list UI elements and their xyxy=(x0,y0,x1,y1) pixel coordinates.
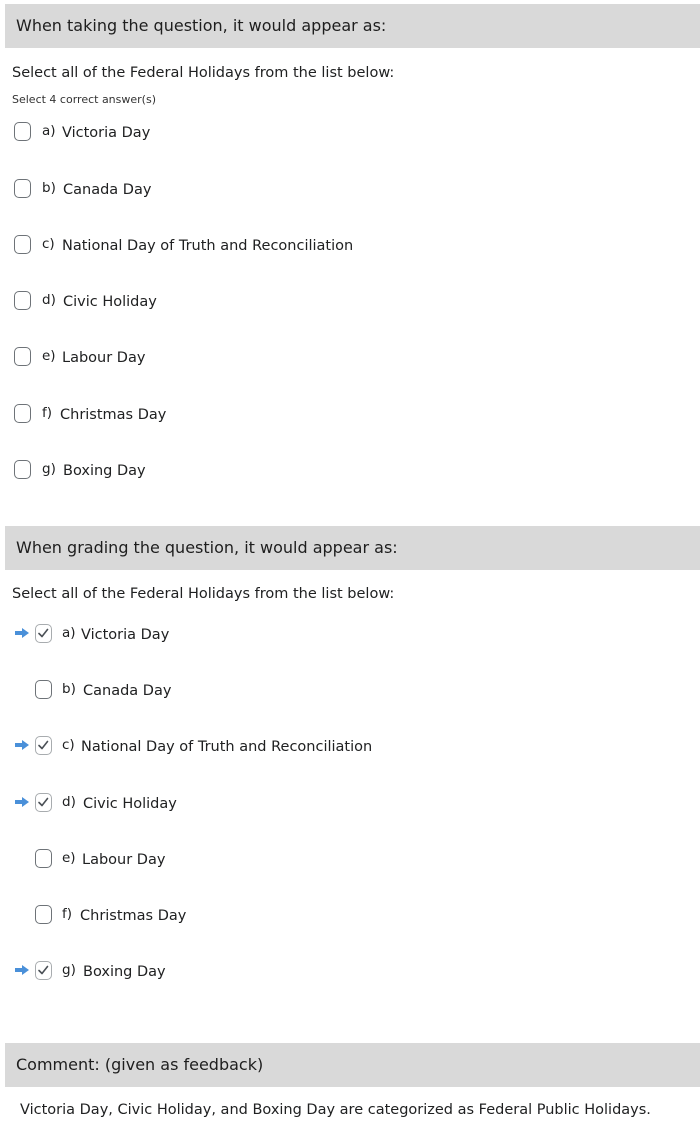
arrow-right-icon xyxy=(14,739,30,751)
option-letter: e) xyxy=(62,850,76,866)
option-checkbox[interactable] xyxy=(14,347,31,366)
taking-instruction: Select 4 correct answer(s) xyxy=(12,93,156,106)
grading-option xyxy=(14,849,634,871)
grading-option xyxy=(14,961,634,983)
option-checkbox[interactable] xyxy=(14,179,31,198)
option-label: Civic Holiday xyxy=(83,796,177,812)
option-checkbox[interactable] xyxy=(14,460,31,479)
grading-option xyxy=(14,793,634,815)
taking-option xyxy=(14,404,614,426)
option-checkbox[interactable] xyxy=(14,122,31,141)
option-letter: d) xyxy=(62,794,76,810)
grading-option xyxy=(14,905,634,927)
option-checkbox xyxy=(35,961,52,980)
option-label: Canada Day xyxy=(83,683,172,699)
option-letter: d) xyxy=(42,292,56,308)
grading-option xyxy=(14,736,634,758)
option-checkbox[interactable] xyxy=(14,404,31,423)
option-label: Victoria Day xyxy=(81,627,170,643)
taking-option xyxy=(14,460,614,482)
option-letter: f) xyxy=(62,906,73,922)
arrow-right-icon xyxy=(14,796,30,808)
comment-header-rest: (given as feedback) xyxy=(104,1055,264,1074)
option-letter: e) xyxy=(42,348,56,364)
option-label: Civic Holiday xyxy=(63,294,157,310)
option-checkbox[interactable] xyxy=(14,291,31,310)
arrow-right-icon xyxy=(14,627,30,639)
taking-header-text: When taking the question, it would appear as: xyxy=(16,16,387,35)
comment-header-strong: Comment: xyxy=(16,1055,100,1074)
option-checkbox[interactable] xyxy=(14,235,31,254)
option-letter: a) xyxy=(42,123,56,139)
check-icon xyxy=(37,739,49,751)
taking-option xyxy=(14,235,614,257)
taking-option xyxy=(14,179,614,201)
taking-header xyxy=(5,4,700,48)
option-letter: g) xyxy=(42,461,56,477)
grading-option xyxy=(14,624,634,646)
option-checkbox xyxy=(35,624,52,643)
option-label: Canada Day xyxy=(63,182,152,198)
comment-header xyxy=(5,1043,700,1087)
taking-prompt: Select all of the Federal Holidays from the list below: xyxy=(12,65,395,81)
check-icon xyxy=(37,796,49,808)
option-label: Labour Day xyxy=(82,852,166,868)
option-checkbox xyxy=(35,849,52,868)
option-label: Boxing Day xyxy=(63,463,146,479)
option-letter: b) xyxy=(62,681,76,697)
check-icon xyxy=(37,627,49,639)
taking-option xyxy=(14,122,614,144)
option-letter: g) xyxy=(62,962,76,978)
grading-header-text: When grading the question, it would appear as: xyxy=(16,538,398,557)
option-checkbox xyxy=(35,905,52,924)
taking-option xyxy=(14,291,614,313)
option-label: Labour Day xyxy=(62,350,146,366)
option-label: Christmas Day xyxy=(60,407,167,423)
option-letter: c) xyxy=(42,236,55,252)
option-label: Christmas Day xyxy=(80,908,187,924)
option-checkbox xyxy=(35,736,52,755)
grading-option xyxy=(14,680,634,702)
check-icon xyxy=(37,964,49,976)
option-letter: c) xyxy=(62,737,75,753)
option-letter: f) xyxy=(42,405,53,421)
comment-text: Victoria Day, Civic Holiday, and Boxing Day are categorized as Federal Public Holidays. xyxy=(20,1102,651,1118)
option-checkbox xyxy=(35,680,52,699)
option-label: National Day of Truth and Reconciliation xyxy=(81,739,373,755)
option-checkbox xyxy=(35,793,52,812)
option-label: National Day of Truth and Reconciliation xyxy=(62,238,354,254)
arrow-right-icon xyxy=(14,964,30,976)
option-label: Boxing Day xyxy=(83,964,166,980)
option-letter: b) xyxy=(42,180,56,196)
taking-option xyxy=(14,347,614,369)
grading-prompt: Select all of the Federal Holidays from the list below: xyxy=(12,586,395,602)
option-label: Victoria Day xyxy=(62,125,151,141)
option-letter: a) xyxy=(62,625,76,641)
grading-header xyxy=(5,526,700,570)
